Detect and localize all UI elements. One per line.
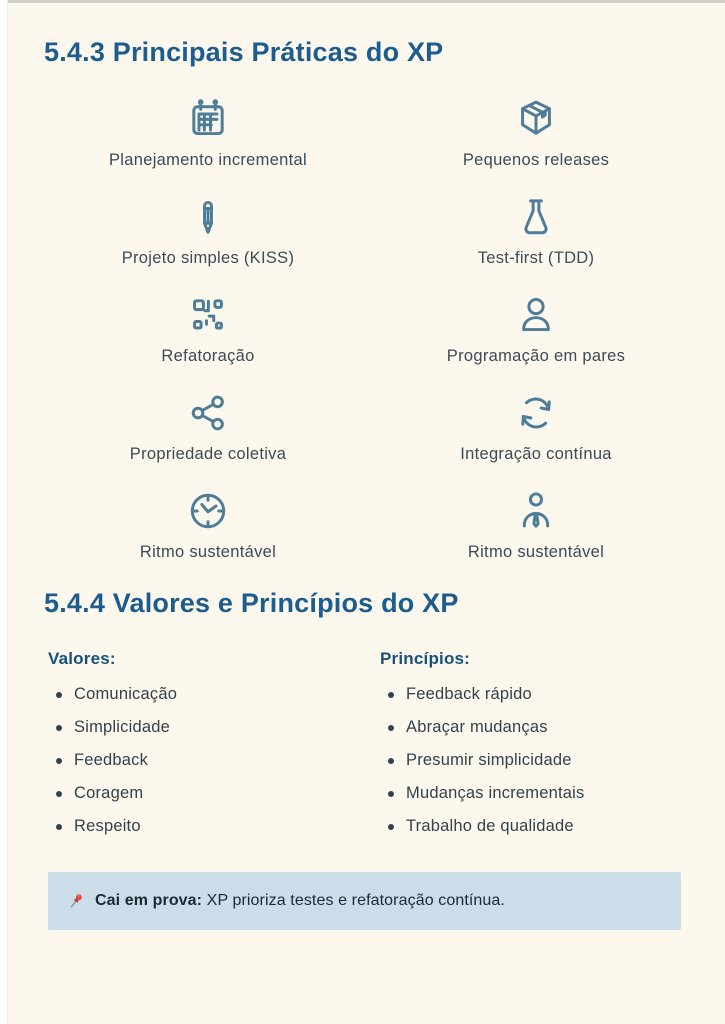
principles-heading: Princípios: <box>380 649 471 669</box>
exam-tip-callout <box>48 872 681 930</box>
practice-label: Pequenos releases <box>462 151 610 170</box>
callout-label: Cai em prova: <box>95 892 203 910</box>
callout-text <box>95 892 505 910</box>
values-column <box>48 649 380 850</box>
practice-item <box>44 476 372 574</box>
practice-item <box>44 84 372 182</box>
section-title-practices: 5.4.3 Principais Práticas do XP <box>44 37 444 67</box>
list-item: Comunicação <box>74 685 380 704</box>
practice-item <box>372 476 700 574</box>
practice-item <box>44 182 372 280</box>
principles-list <box>380 685 725 836</box>
list-item: Trabalho de qualidade <box>406 817 725 836</box>
practice-item <box>44 280 372 378</box>
list-item: Simplicidade <box>74 718 380 737</box>
list-item: Mudanças incrementais <box>406 784 725 803</box>
package-icon <box>513 96 559 142</box>
practice-label: Projeto simples (KISS) <box>121 249 295 268</box>
practice-label: Ritmo sustentável <box>139 543 277 562</box>
values-list <box>48 685 380 836</box>
list-item: Feedback rápido <box>406 685 725 704</box>
calendar-icon <box>185 96 231 142</box>
pencil-icon <box>185 194 231 240</box>
practice-label: Test-first (TDD) <box>477 249 595 268</box>
practice-item <box>372 84 700 182</box>
sync-icon <box>513 390 559 436</box>
practice-label: Refatoração <box>161 347 255 366</box>
practice-label: Programação em pares <box>446 347 626 366</box>
share-icon <box>185 390 231 436</box>
practice-item <box>372 378 700 476</box>
person-icon <box>513 292 559 338</box>
section-title-values: 5.4.4 Valores e Princípios do XP <box>44 588 459 619</box>
list-item: Abraçar mudanças <box>406 718 725 737</box>
list-item: Feedback <box>74 751 380 770</box>
list-item: Respeito <box>74 817 380 836</box>
person-tie-icon <box>513 488 559 534</box>
list-item: Presumir simplicidade <box>406 751 725 770</box>
practice-label: Planejamento incremental <box>109 151 307 170</box>
practices-grid <box>44 84 700 574</box>
callout-body: XP prioriza testes e refatoração contínua. <box>202 892 505 910</box>
practice-label: Integração contínua <box>460 445 612 464</box>
refactor-icon <box>185 292 231 338</box>
values-principles-columns <box>48 649 725 850</box>
practice-label: Propriedade coletiva <box>129 445 287 464</box>
practice-item <box>372 182 700 280</box>
principles-column <box>380 649 725 850</box>
pushpin-icon <box>66 891 86 911</box>
flask-icon <box>513 194 559 240</box>
practice-item <box>372 280 700 378</box>
list-item: Coragem <box>74 784 380 803</box>
practice-label: Ritmo sustentável <box>467 543 605 562</box>
values-heading: Valores: <box>48 649 116 669</box>
clock-icon <box>185 488 231 534</box>
practice-item <box>44 378 372 476</box>
